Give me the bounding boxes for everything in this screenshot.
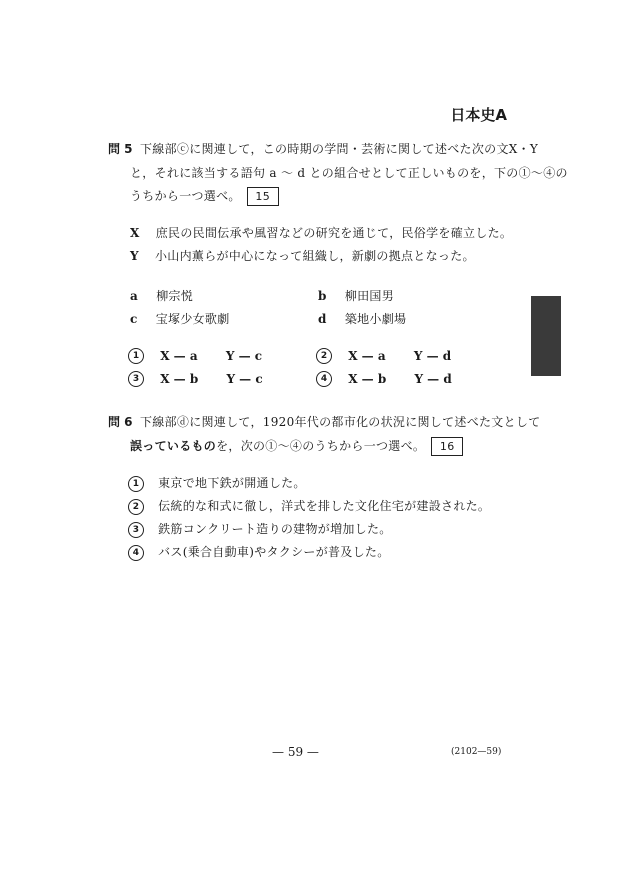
exam-code: (2102—59): [451, 747, 502, 757]
term-label: d: [318, 312, 327, 326]
choice-number: 3: [128, 371, 144, 387]
q6-choice-1[interactable]: [128, 474, 306, 492]
choice-y: Y — c: [225, 348, 263, 363]
choice-x: X — a: [160, 348, 198, 363]
q5-choice-2[interactable]: [316, 348, 451, 364]
choice-number: 1: [128, 476, 144, 492]
choice-x: X — b: [348, 371, 387, 386]
q6-emphasis: 誤っているもの: [130, 439, 217, 453]
choice-y: Y — c: [226, 371, 263, 386]
q5-statement-x: [130, 224, 512, 241]
q5-statement-y: [130, 247, 475, 264]
q6-choice-4[interactable]: [128, 543, 390, 561]
term-label: b: [318, 289, 327, 303]
q6-choice-3[interactable]: [128, 520, 392, 538]
statement-label: X: [130, 226, 140, 240]
q5-number: 問 5: [108, 142, 133, 156]
q5-text-line1: 下線部ⓒに関連して，この時期の学問・芸術に関して述べた次の文X・Y: [140, 142, 539, 156]
q6-choice-2[interactable]: [128, 497, 490, 515]
statement-text: 庶民の民間伝承や風習などの研究を通じて，民俗学を確立した。: [155, 226, 513, 240]
choice-number: 4: [316, 371, 332, 387]
q6-number: 問 6: [108, 415, 133, 429]
q6-answer-box[interactable]: 16: [431, 437, 463, 456]
choice-number: 3: [128, 522, 144, 538]
q5-term-c: [130, 310, 230, 327]
statement-text: 小山内薫らが中心になって組織し，新劇の拠点となった。: [155, 249, 475, 263]
q5-term-b: [318, 287, 394, 304]
subject-title: 日本史A: [450, 106, 507, 124]
q6-text-line2-rest: を，次の①～④のうちから一つ選べ。: [216, 439, 426, 453]
q5-term-a: [130, 287, 193, 304]
q6-text-line2-row: [130, 437, 463, 456]
q5-choice-3[interactable]: [128, 371, 263, 387]
choice-x: X — a: [348, 348, 386, 363]
q5-text-line3: うちから一つ選べ。: [130, 189, 241, 203]
q6-text-line1: 下線部ⓓに関連して，1920年代の都市化の状況に関して述べた文として: [140, 415, 541, 429]
side-tab-marker: [531, 296, 561, 376]
term-text: 柳田国男: [344, 289, 395, 303]
choice-text: 伝統的な和式に徹し，洋式を排した文化住宅が建設された。: [158, 499, 491, 513]
term-label: c: [130, 312, 138, 326]
choice-text: 東京で地下鉄が開通した。: [158, 476, 306, 490]
page-number: — 59 —: [272, 745, 319, 759]
choice-number: 1: [128, 348, 144, 364]
choice-number: 4: [128, 545, 144, 561]
q5-answer-box[interactable]: 15: [247, 187, 279, 206]
choice-y: Y — d: [413, 348, 452, 363]
choice-x: X — b: [160, 371, 199, 386]
q5-text-line2: と，それに該当する語句 a ～ d との組合せとして正しいものを，下の①～④の: [130, 166, 568, 180]
term-text: 築地小劇場: [344, 312, 407, 326]
choice-number: 2: [128, 499, 144, 515]
choice-y: Y — d: [414, 371, 452, 386]
choice-text: 鉄筋コンクリート造りの建物が増加した。: [158, 522, 392, 536]
choice-number: 2: [316, 348, 332, 364]
term-label: a: [130, 289, 139, 303]
statement-label: Y: [130, 249, 139, 263]
q5-text-line3-row: [130, 187, 279, 206]
term-text: 柳宗悦: [156, 289, 194, 303]
term-text: 宝塚少女歌劇: [155, 312, 230, 326]
q5-term-d: [318, 310, 406, 327]
choice-text: バス(乗合自動車)やタクシーが普及した。: [158, 545, 390, 559]
q5-choice-1[interactable]: [128, 348, 262, 364]
q5-choice-4[interactable]: [316, 371, 452, 387]
